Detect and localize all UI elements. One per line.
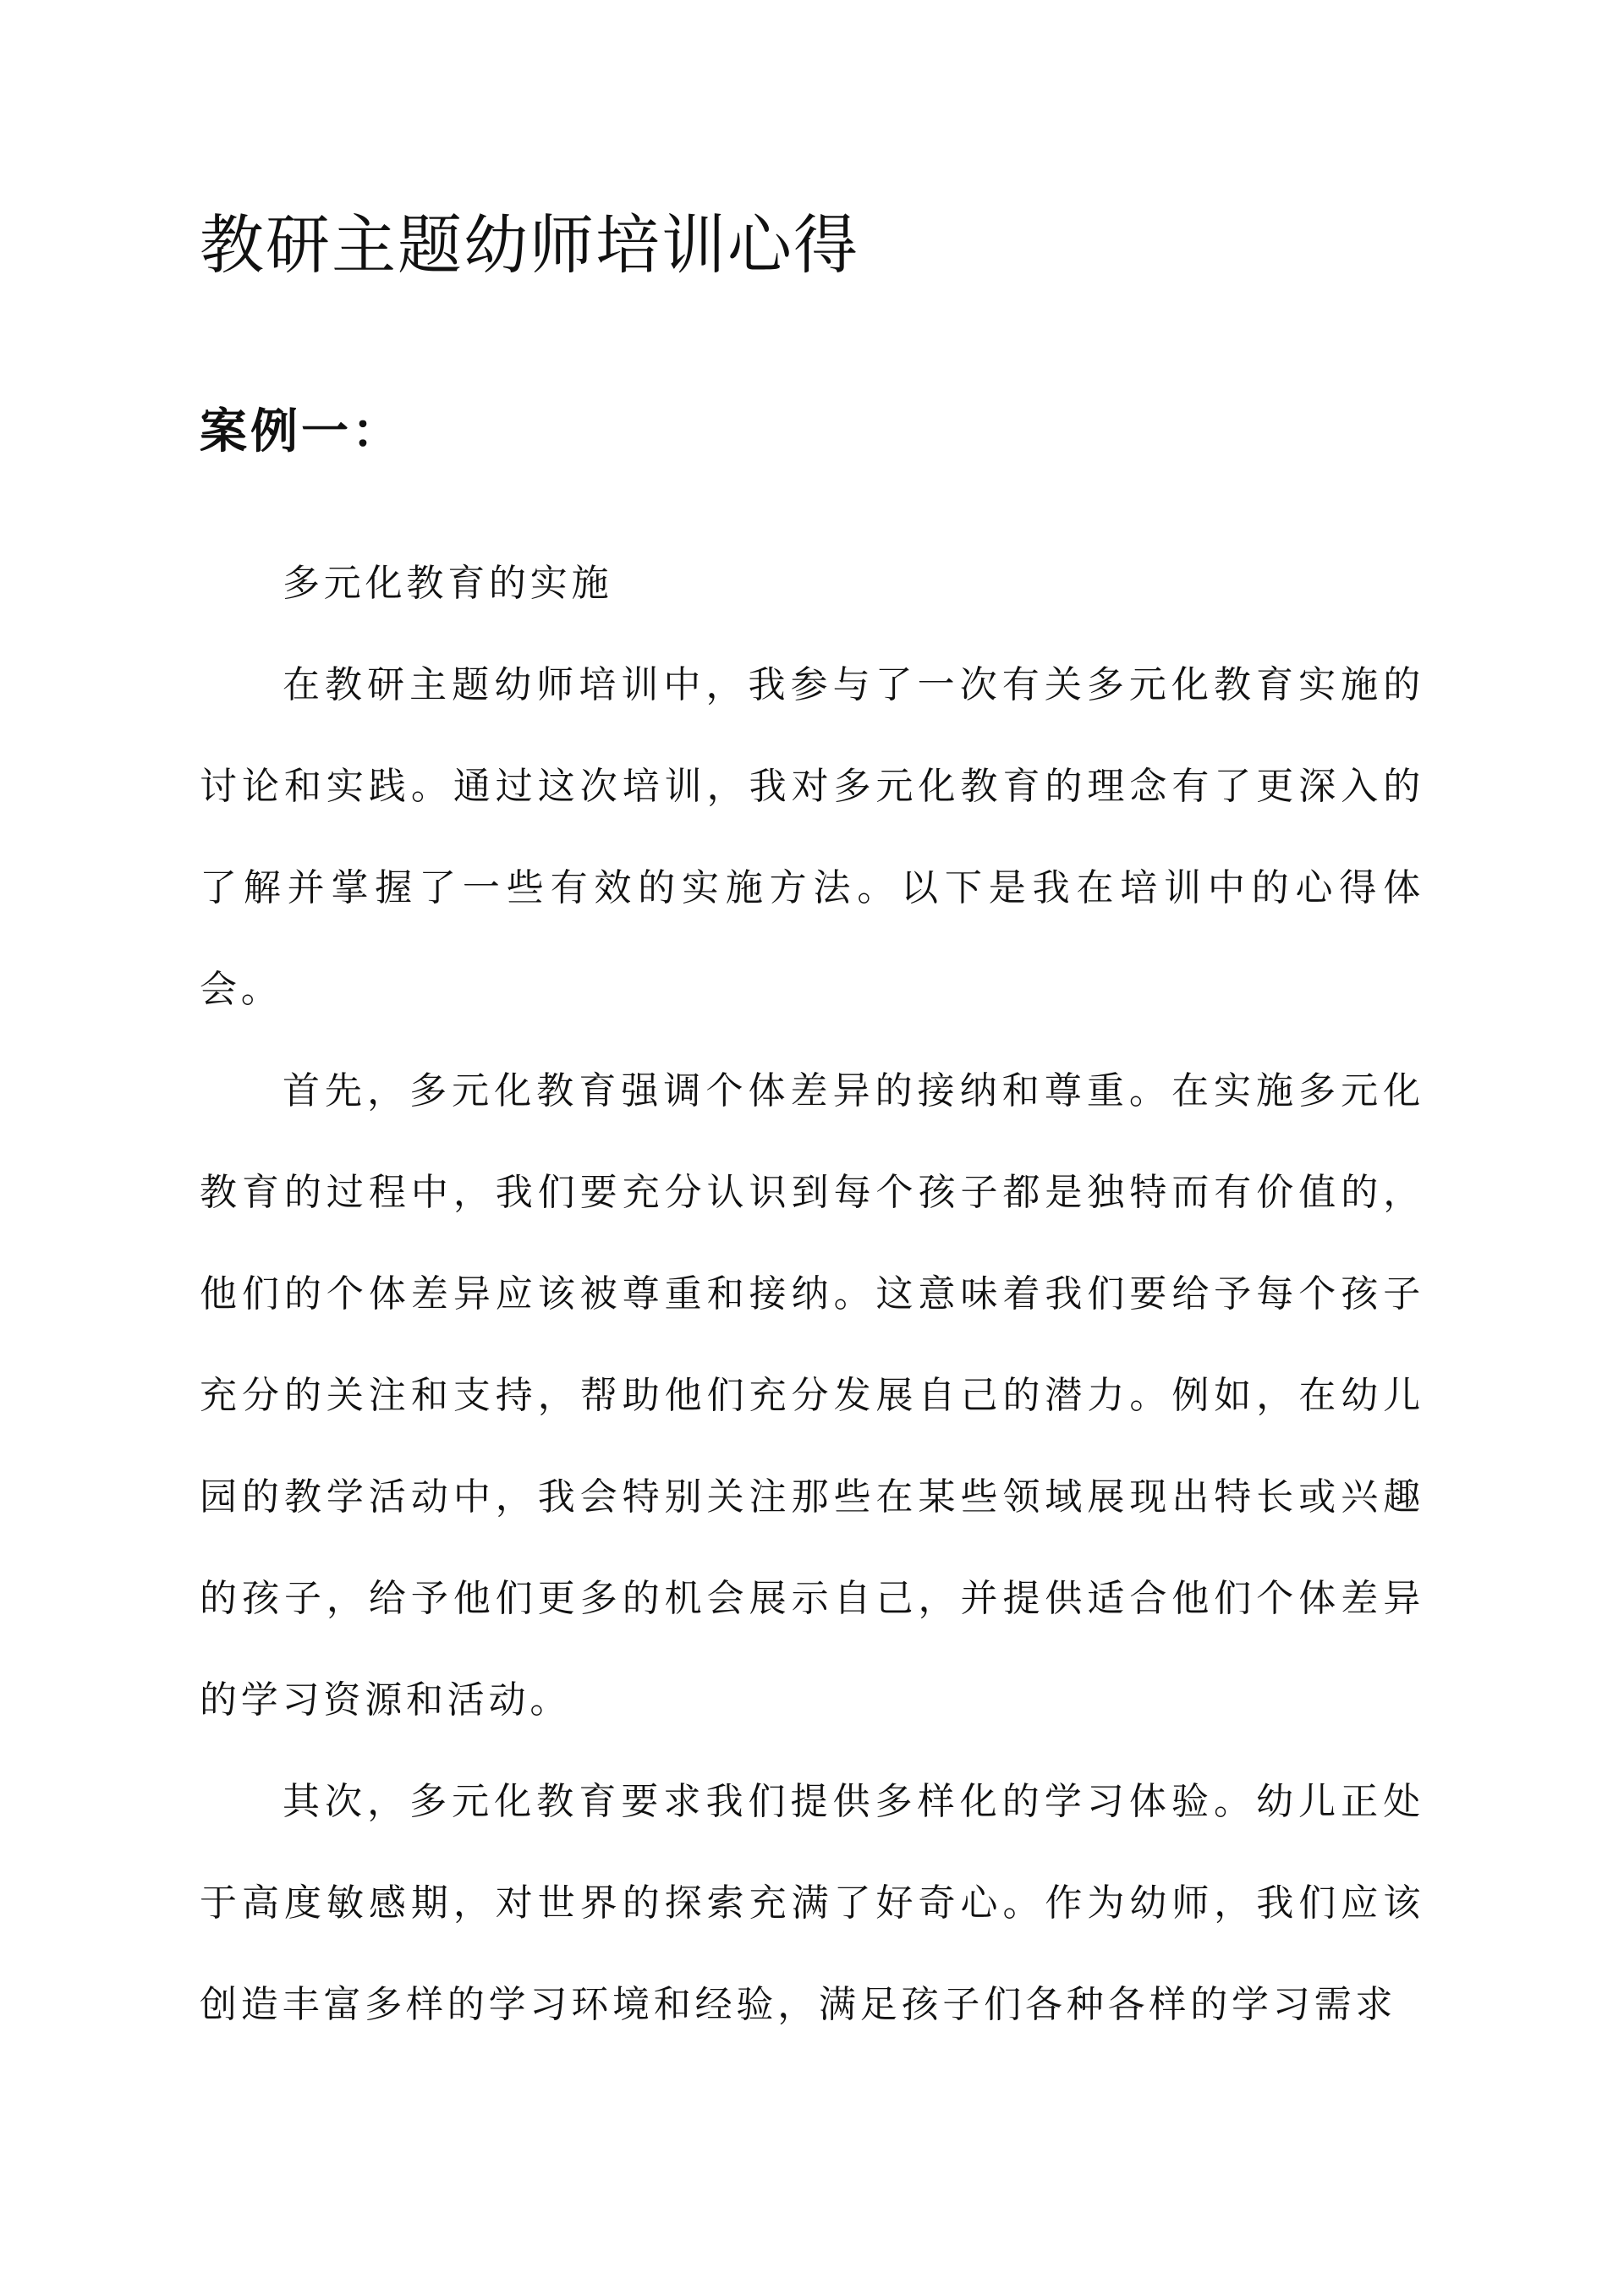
paragraph: 其次，多元化教育要求我们提供多样化的学习体验。幼儿正处于高度敏感期，对世界的探索充满了好奇心。作为幼师，我们应该创造丰富多样的学习环境和经验，满足孩子们各种各样的学习需求: [200, 1780, 1424, 2026]
page-title: 教研主题幼师培训心得: [200, 207, 859, 283]
paragraph: 在教研主题幼师培训中，我参与了一次有关多元化教育实施的讨论和实践。通过这次培训，我对多元化教育的理念有了更深入的了解并掌握了一些有效的实施方法。以下是我在培训中的心得体会。: [200, 663, 1424, 1011]
case-heading: 案例一：: [200, 404, 403, 459]
section-subheading: 多元化教育的实施: [283, 562, 613, 605]
paragraph: 首先，多元化教育强调个体差异的接纳和尊重。在实施多元化教育的过程中，我们要充分认识到每个孩子都是独特而有价值的，他们的个体差异应该被尊重和接纳。这意味着我们要给予每个孩子充分的关注和支持，帮助他们充分发展自己的潜力。例如，在幼儿园的教学活动中，我会特别关注那些在某些领域展现出特长或兴趣的孩子，给予他们更多的机会展示自己，并提供适合他们个体差异的学习资源和活动。: [200, 1069, 1424, 1722]
document-body: [200, 533, 1424, 2056]
